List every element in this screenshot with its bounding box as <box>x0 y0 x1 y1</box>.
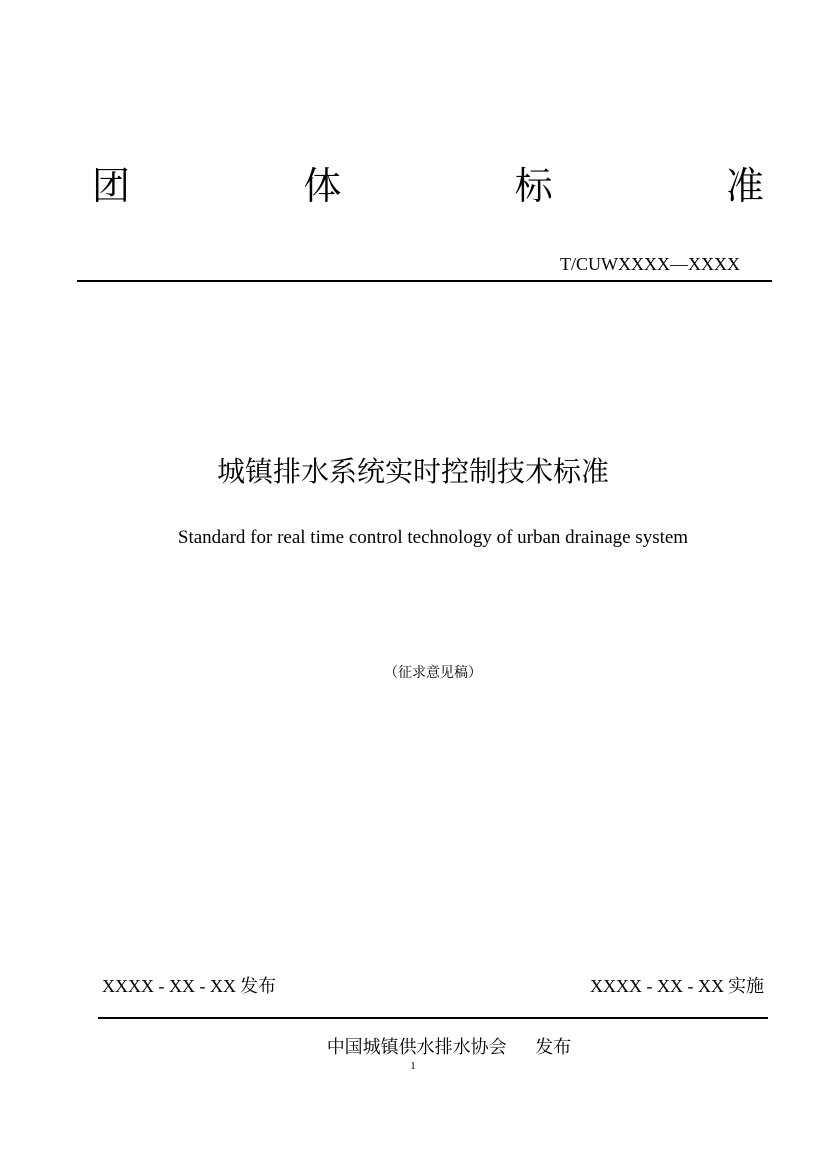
draft-status-note: （征求意见稿） <box>384 665 482 681</box>
heading-char: 体 <box>303 164 342 208</box>
top-divider <box>77 280 772 282</box>
bottom-divider <box>98 1017 768 1019</box>
document-type-heading <box>92 162 764 210</box>
issue-label: 发布 <box>239 976 276 997</box>
publisher-name: 中国城镇供水排水协会 <box>326 1037 507 1058</box>
heading-char: 标 <box>514 164 553 208</box>
issue-date-line <box>102 974 276 999</box>
issue-date: XXXX - XX - XX <box>102 976 236 996</box>
page-number: 1 <box>410 1060 416 1072</box>
implement-date: XXXX - XX - XX <box>590 976 724 996</box>
publish-label: 发布 <box>535 1037 572 1058</box>
heading-char: 团 <box>92 164 131 208</box>
implement-date-line <box>590 974 764 999</box>
publisher-line <box>0 1036 826 1060</box>
document-title-chinese: 城镇排水系统实时控制技术标准 <box>216 455 609 488</box>
heading-char: 准 <box>725 164 764 208</box>
document-title-english: Standard for real time control technology of urban drainage system <box>177 527 689 548</box>
implement-label: 实施 <box>728 976 764 997</box>
standard-number: T/CUWXXXX—XXXX <box>560 254 740 274</box>
